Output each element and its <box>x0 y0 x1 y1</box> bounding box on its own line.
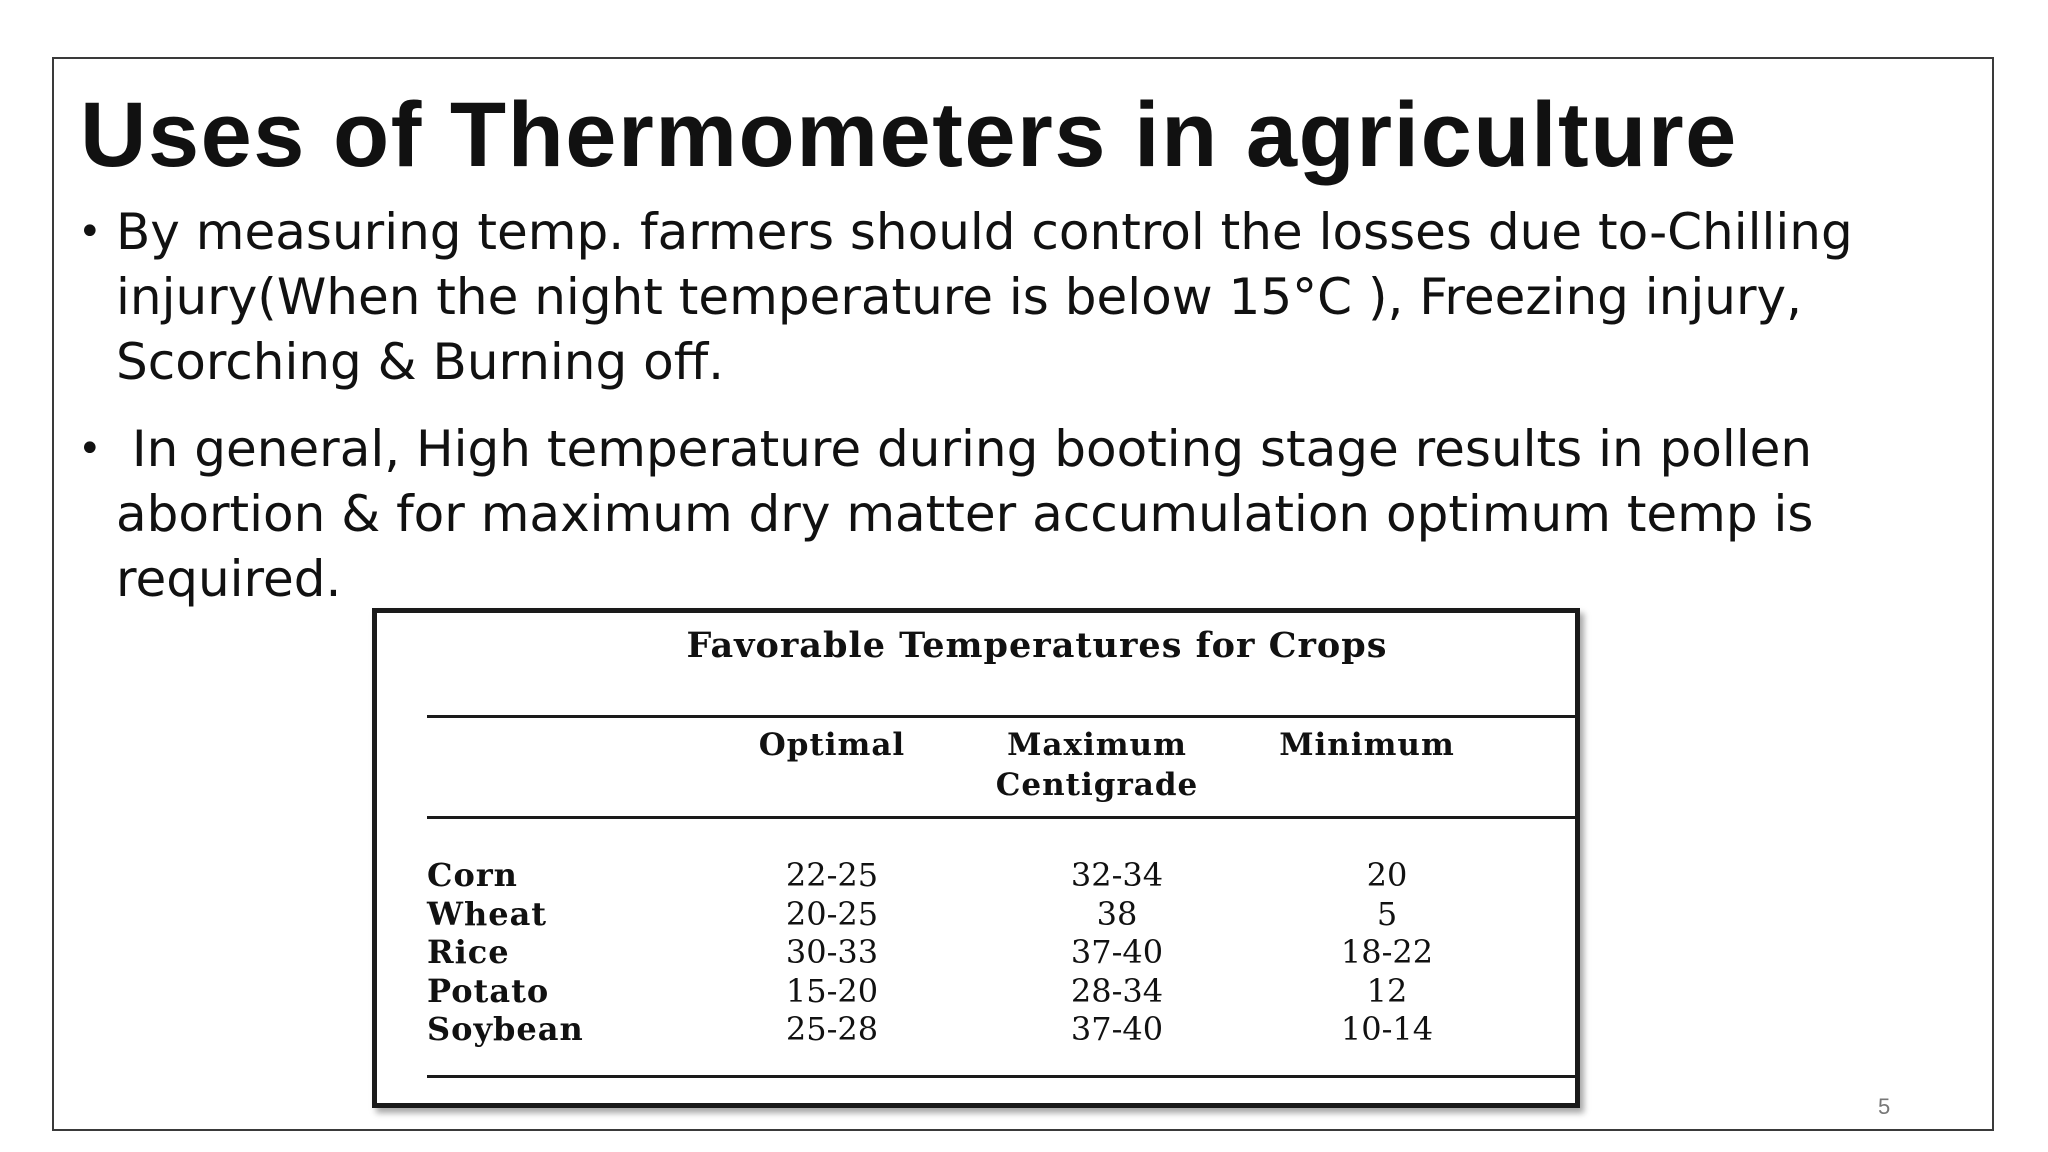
slide-title: Uses of Thermometers in agriculture <box>80 84 1738 186</box>
cell-maximum: 32-34 <box>1070 856 1164 894</box>
cell-optimal: 20-25 <box>785 894 879 933</box>
header-maximum-line1: Maximum <box>1007 727 1187 763</box>
bullet-dot-icon: • <box>78 209 102 255</box>
table-row <box>427 972 1527 1011</box>
cell-minimum: 20 <box>1366 856 1408 894</box>
table-rule-top <box>427 715 1577 718</box>
header-optimal: Optimal <box>758 727 906 763</box>
table-rule-header <box>427 816 1577 819</box>
table-row <box>427 895 1527 934</box>
page-number: 5 <box>1878 1094 1891 1119</box>
cell-minimum: 10-14 <box>1340 1010 1434 1048</box>
cell-optimal: 22-25 <box>785 856 879 894</box>
cell-crop: Soybean <box>427 1010 584 1048</box>
cell-crop: Rice <box>427 933 510 971</box>
header-minimum: Minimum <box>1279 727 1455 763</box>
cell-maximum: 28-34 <box>1070 971 1164 1010</box>
cell-crop: Corn <box>427 856 518 894</box>
cell-minimum: 12 <box>1366 971 1408 1010</box>
cell-maximum: 37-40 <box>1070 1010 1164 1048</box>
cell-crop: Wheat <box>427 894 548 933</box>
bullet-text: By measuring temp. farmers should control the losses due to-Chilling injury(When the night temperature is below 15°C ), Freezing injury, Scorching & Burning off. <box>116 203 1853 391</box>
bullet-text: In general, High temperature during booting stage results in pollen abortion & for maximum dry matter accumulation optimum temp is required. <box>116 420 1830 608</box>
header-maximum <box>977 725 1217 805</box>
header-maximum-line2: Centigrade <box>995 767 1199 803</box>
cell-minimum: 5 <box>1376 894 1398 933</box>
bullet-item <box>78 200 1918 395</box>
cell-optimal: 25-28 <box>785 1010 879 1048</box>
table-row <box>427 933 1527 972</box>
crop-temperature-table <box>372 608 1580 1108</box>
table-rule-bottom <box>427 1075 1577 1078</box>
table-title: Favorable Temperatures for Crops <box>686 625 1388 666</box>
table-row <box>427 856 1527 895</box>
cell-optimal: 30-33 <box>785 933 879 971</box>
cell-crop: Potato <box>427 971 550 1010</box>
bullet-list <box>78 200 1918 634</box>
bullet-dot-icon: • <box>78 426 102 472</box>
cell-optimal: 15-20 <box>785 971 879 1010</box>
cell-maximum: 38 <box>1096 894 1138 933</box>
bullet-item <box>78 417 1918 612</box>
cell-minimum: 18-22 <box>1340 933 1434 971</box>
table-body <box>427 856 1527 1049</box>
table-row <box>427 1010 1527 1049</box>
cell-maximum: 37-40 <box>1070 933 1164 971</box>
